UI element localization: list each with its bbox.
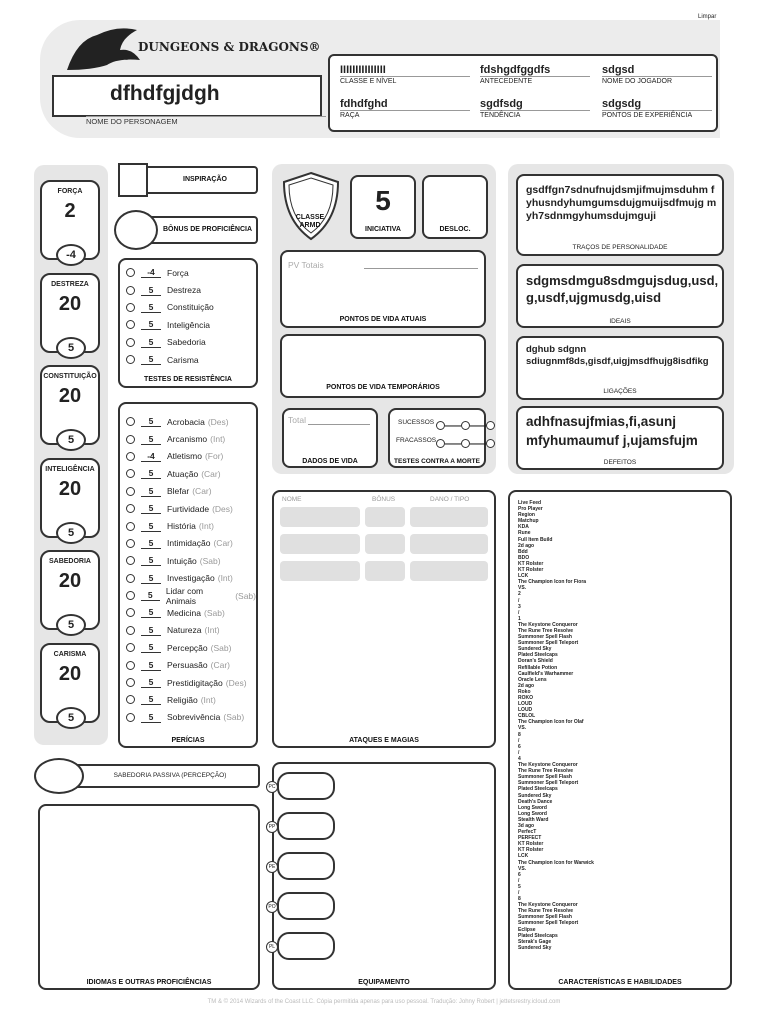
skill-value[interactable]: 5 [141, 468, 161, 479]
character-name-label: NOME DO PERSONAGEM [86, 116, 326, 126]
skill-value[interactable]: 5 [141, 573, 161, 584]
feature-line: The Rune Tree Resolve [518, 908, 574, 915]
skill-row [126, 448, 256, 465]
inspiration-label: INSPIRAÇÃO [183, 176, 227, 183]
skill-ability: (For) [204, 451, 224, 462]
feature-line: Plated Steelcaps [518, 932, 558, 939]
skill-name: Religião [167, 694, 198, 705]
skill-ability: (Sab) [199, 555, 221, 566]
ability-name: DESTREZA [51, 280, 89, 288]
skill-row [126, 535, 256, 552]
initiative-label: INICIATIVA [365, 226, 401, 233]
feature-line: KT Rolster [518, 847, 544, 854]
ability-modifier[interactable]: 5 [56, 522, 86, 544]
hit-dice-label: DADOS DE VIDA [302, 458, 358, 465]
feature-line: LOUD [518, 701, 533, 708]
clear-link[interactable]: Limpar [698, 14, 717, 20]
feature-line: / [518, 890, 520, 896]
ability-score[interactable]: 20 [58, 292, 82, 315]
skill-row [126, 622, 256, 639]
success-bubble-1[interactable] [436, 421, 445, 430]
proficiency-bubble[interactable] [126, 435, 135, 444]
coin-label: PO [266, 901, 278, 913]
coin-input-pl[interactable] [277, 932, 335, 960]
feature-line: ROKO [518, 695, 533, 701]
feature-line: KT Rolster [518, 567, 544, 574]
feature-line: Plated Steelcaps [518, 786, 558, 793]
attack-2-damage[interactable] [410, 534, 488, 554]
personality-label: TRAÇOS DE PERSONALIDADE [572, 244, 668, 251]
skill-row [126, 552, 256, 569]
feature-line: The Keystone Conqueror [518, 902, 578, 909]
skill-name: Lidar com Animais [165, 585, 204, 606]
feature-line: KT Rolster [518, 841, 544, 848]
skill-ability: (Int) [198, 521, 214, 532]
skill-ability: (Des) [212, 503, 233, 514]
feature-line: The Champion Icon for Warwick [518, 859, 594, 866]
feature-line: 2d ago [518, 682, 535, 689]
successes-label: SUCESSOS [398, 419, 435, 426]
features-title: CARACTERÍSTICAS E HABILIDADES [558, 979, 682, 986]
hit-dice-total-line[interactable] [308, 424, 370, 425]
feature-line: Long Sword [518, 810, 547, 817]
skill-value[interactable]: 5 [141, 590, 160, 601]
ability-box [40, 273, 100, 353]
skill-value[interactable]: 5 [141, 555, 161, 566]
inspiration-check[interactable] [118, 163, 148, 197]
proficiency-bubble[interactable] [126, 355, 135, 364]
feature-line: 2d ago [518, 542, 535, 549]
feature-line: Caulfield's Warhammer [518, 670, 574, 677]
armor-class-shield-icon[interactable] [280, 170, 342, 242]
success-bubble-2[interactable] [461, 421, 470, 430]
ability-name: CONSTITUIÇÃO [43, 373, 97, 380]
feature-line: Summoner Spell Teleport [518, 780, 579, 787]
feature-line: Matchup [518, 518, 539, 525]
ability-modifier[interactable]: 5 [56, 429, 86, 451]
feature-line: Oracle Lens [518, 676, 547, 683]
save-name: Força [167, 267, 189, 278]
feature-line: Rune [518, 530, 531, 537]
skill-name: Intuição [167, 555, 197, 566]
skills-title: PERÍCIAS [171, 737, 205, 744]
ability-score[interactable]: 20 [58, 385, 82, 407]
proficiency-bubble[interactable] [126, 338, 135, 347]
feature-line: Sundered Sky [518, 646, 552, 653]
feature-line: 6 [518, 743, 521, 750]
skill-value[interactable]: 5 [141, 642, 161, 653]
proficiency-label: BÔNUS DE PROFICIÊNCIA [162, 226, 253, 233]
skill-row [126, 570, 256, 587]
attack-2-bonus[interactable] [365, 534, 405, 554]
attack-1-name[interactable] [280, 507, 360, 527]
skill-value[interactable]: 5 [141, 712, 161, 723]
save-value[interactable]: 5 [141, 302, 161, 313]
feature-line: PerfecT [518, 829, 537, 836]
skill-ability: (Int) [200, 694, 216, 705]
save-row [126, 264, 256, 281]
feature-line: The Rune Tree Resolve [518, 627, 574, 634]
hp-current-label: PONTOS DE VIDA ATUAIS [339, 316, 427, 323]
skill-name: Prestidigitação [167, 677, 223, 688]
proficiency-bubble[interactable] [126, 695, 135, 704]
ability-name: INTELIGÊNCIA [45, 465, 95, 473]
skill-name: Percepção [167, 642, 208, 653]
footer-text: TM & © 2014 Wizards of the Coast LLC. Cópia permitida apenas para uso pessoal. Tradução: Johny Robert | jettetsrestry.icloud.com [207, 999, 561, 1005]
skill-name: Investigação [167, 573, 215, 584]
ability-box [40, 365, 100, 445]
feature-line: Full Item Build [518, 536, 553, 543]
feature-line: VS. [518, 725, 527, 732]
feature-line: BDO [518, 554, 530, 561]
skill-ability: (Int) [204, 625, 220, 636]
skill-ability: (Car) [210, 660, 230, 671]
skill-value[interactable]: 5 [141, 660, 161, 671]
alignment-label: TENDÊNCIA [480, 110, 590, 119]
skill-name: Sobrevivência [167, 712, 221, 723]
ability-score[interactable]: 20 [58, 662, 82, 685]
feature-line: / [518, 609, 520, 616]
feature-line: Live Feed [518, 500, 542, 506]
feature-line: 8 [518, 896, 521, 903]
skill-name: Atletismo [167, 451, 202, 462]
ability-name: SABEDORIA [48, 558, 91, 565]
feature-line: PERFECT [518, 835, 542, 842]
proficiency-bubble[interactable] [126, 504, 135, 513]
feature-line: 1 [518, 615, 521, 622]
proficiency-bubble[interactable] [126, 591, 135, 600]
skill-value[interactable]: 5 [141, 694, 161, 705]
skill-ability: (Sab) [235, 590, 256, 601]
skill-name: Arcanismo [167, 434, 208, 445]
proficiency-bubble[interactable] [126, 556, 135, 565]
feature-line: Sundered Sky [518, 944, 552, 951]
save-value[interactable]: 5 [141, 319, 161, 330]
attack-2-name[interactable] [280, 534, 360, 554]
feature-line: Death's Dance [518, 798, 553, 805]
coin-label: PE [266, 861, 278, 873]
personality-text[interactable]: gsdffgn7sdnufnujdsmjifmujmsduhm fyhusndyhumgumsdujgmuijsdfmujg myh7sdnmgyhumsdujmguji [526, 184, 717, 222]
feature-line: Doran's Shield [518, 658, 553, 665]
proficiency-bubble[interactable] [126, 678, 135, 687]
ability-modifier[interactable]: -4 [56, 244, 86, 266]
skill-value[interactable]: 5 [141, 607, 161, 618]
skill-row [126, 639, 256, 656]
skill-ability: (Sab) [223, 712, 245, 723]
skill-value[interactable]: 5 [141, 416, 161, 427]
ability-score[interactable]: 20 [58, 570, 82, 592]
skill-row [126, 674, 256, 691]
xp-label: PONTOS DE EXPERIÊNCIA [602, 110, 712, 119]
passive-input[interactable] [34, 758, 84, 794]
skill-ability: (Car) [213, 538, 233, 549]
failure-bubble-3[interactable] [486, 439, 495, 448]
alignment-value[interactable]: sgdfsdg [480, 98, 523, 110]
save-name: Carisma [167, 354, 199, 365]
save-name: Sabedoria [167, 337, 206, 348]
save-name: Inteligência [167, 319, 211, 330]
attack-1-bonus[interactable] [365, 507, 405, 527]
xp-value[interactable]: sdgsdg [602, 98, 642, 110]
skill-name: Intimidação [167, 538, 211, 549]
feature-line: Region [518, 512, 535, 519]
ability-box [40, 550, 100, 630]
ability-score[interactable]: 20 [58, 477, 82, 500]
proficiency-bubble[interactable] [126, 268, 135, 277]
hp-max-line[interactable] [364, 268, 478, 269]
ability-modifier[interactable]: 5 [56, 614, 86, 636]
dragon-logo-icon [62, 20, 142, 75]
languages-box[interactable] [38, 804, 260, 990]
skill-ability: (Int) [210, 434, 226, 445]
skill-row [126, 413, 256, 430]
attacks-col-damage: DANO / TIPO [430, 496, 470, 503]
skill-value[interactable]: 5 [141, 486, 161, 497]
skill-name: Acrobacia [167, 416, 205, 427]
proficiency-bubble[interactable] [126, 608, 135, 617]
attacks-col-name: NOME [282, 496, 302, 503]
feature-line: VS. [518, 585, 527, 592]
feature-line: 2 [518, 591, 521, 598]
feature-line: 3d ago [518, 822, 535, 829]
background-label: ANTECEDENTE [480, 76, 590, 85]
skill-ability: (Car) [192, 486, 212, 497]
skill-value[interactable]: 5 [141, 677, 161, 688]
proficiency-bubble[interactable] [126, 522, 135, 531]
skill-row [126, 587, 256, 604]
skill-value[interactable]: 5 [141, 503, 161, 514]
feature-line: / [518, 749, 520, 756]
race-label: RAÇA [340, 110, 470, 119]
feature-line: 6 [518, 871, 521, 878]
skill-ability: (Car) [201, 468, 221, 479]
feature-line: The Champion Icon for Olaf [518, 719, 584, 726]
feature-line: Summoner Spell Flash [518, 774, 572, 781]
feature-line: CBLOL [518, 713, 536, 720]
feature-line: Bdd [518, 548, 528, 555]
attacks-col-bonus: BÔNUS [372, 496, 396, 503]
skill-row [126, 691, 256, 708]
skill-row [126, 517, 256, 534]
flaws-text[interactable]: adhfnasujfmias,fi,asunj mfyhumaumuf j,ujamsfujm [526, 414, 698, 448]
logo-text: DUNGEONS & DRAGONS® [138, 40, 321, 54]
skill-ability: (Sab) [204, 607, 225, 618]
hit-dice-total-label: Total [288, 415, 306, 425]
proficiency-bubble[interactable] [126, 539, 135, 548]
feature-line: Summoner Spell Teleport [518, 640, 579, 647]
feature-line: LCK [518, 573, 529, 580]
attack-3-bonus[interactable] [365, 561, 405, 581]
coin-input-pc[interactable] [277, 772, 335, 800]
proficiency-bubble[interactable] [126, 487, 135, 496]
skill-name: Medicina [167, 607, 202, 618]
skill-row [126, 500, 256, 517]
skill-row [126, 430, 256, 447]
feature-line: VS. [518, 865, 527, 872]
coin-input-po[interactable] [277, 892, 335, 920]
skill-value[interactable]: 5 [141, 434, 161, 445]
skill-ability: (Int) [217, 573, 233, 584]
skill-value[interactable]: -4 [141, 451, 161, 462]
save-row [126, 316, 256, 333]
skill-row [126, 709, 256, 726]
coin-label: PL [266, 941, 278, 953]
proficiency-bubble[interactable] [126, 320, 135, 329]
passive-label: SABEDORIA PASSIVA (PERCEPÇÃO) [113, 772, 227, 779]
skill-ability: (Des) [207, 416, 229, 427]
bonds-label: LIGAÇÕES [603, 388, 637, 395]
skill-value[interactable]: 5 [141, 521, 161, 532]
failure-bubble-1[interactable] [436, 439, 445, 448]
feature-line: Roko [518, 688, 531, 695]
coin-input-pp[interactable] [277, 812, 335, 840]
feature-line: Eclipse [518, 926, 536, 933]
death-saves-label: TESTES CONTRA A MORTE [394, 458, 480, 465]
skill-row [126, 465, 256, 482]
save-row [126, 334, 256, 351]
attack-3-damage[interactable] [410, 561, 488, 581]
flaws-label: DEFEITOS [603, 459, 637, 466]
feature-line: 8 [518, 731, 521, 738]
player-value[interactable]: sdgsd [602, 64, 635, 76]
player-label: NOME DO JOGADOR [602, 76, 712, 85]
bonds-text[interactable]: dghub sdgnn sdiugnmf8ds,gisdf,uigjmsdfhujg8isdfikg [526, 344, 709, 367]
skill-row [126, 483, 256, 500]
ability-box [40, 180, 100, 260]
proficiency-bubble[interactable] [126, 469, 135, 478]
save-value[interactable]: 5 [141, 285, 161, 296]
ability-name: CARISMA [53, 650, 87, 658]
feature-line: 3 [518, 603, 521, 610]
feature-line: Plated Steelcaps [518, 652, 558, 659]
feature-line: The Rune Tree Resolve [518, 768, 574, 775]
skill-ability: (Des) [225, 677, 247, 688]
feature-line: Summoner Spell Flash [518, 914, 572, 921]
attacks-panel [272, 490, 496, 748]
ideals-label: IDEAIS [609, 318, 631, 325]
ideals-text[interactable]: sdgmsdmgu8sdmgujsdug,usd,g,usdf,ujgmusdg,uisd [526, 273, 719, 305]
proficiency-bubble[interactable] [126, 713, 135, 722]
armor-class-label: CLASSE ARMD [295, 214, 325, 229]
feature-line: / [518, 877, 520, 884]
ability-box [40, 458, 100, 538]
hp-temp-label: PONTOS DE VIDA TEMPORÁRIOS [326, 384, 440, 391]
feature-line: 4 [518, 755, 521, 762]
skill-value[interactable]: 5 [141, 625, 161, 636]
attacks-title: ATAQUES E MAGIAS [349, 737, 419, 744]
feature-line: Sundered Sky [518, 792, 552, 799]
proficiency-bubble[interactable] [126, 286, 135, 295]
failure-bubble-2[interactable] [461, 439, 470, 448]
proficiency-bubble[interactable] [126, 417, 135, 426]
feature-line: Stealth Ward [518, 816, 549, 823]
save-row [126, 351, 256, 368]
feature-line: Long Sword [518, 804, 547, 811]
feature-line: Pro Player [518, 506, 543, 513]
success-bubble-3[interactable] [486, 421, 495, 430]
initiative-value[interactable]: 5 [375, 185, 391, 216]
class-level-value[interactable]: IIIIIIIIIIIIIII [340, 64, 386, 76]
skill-name: História [167, 521, 196, 532]
skill-name: Furtividade [167, 503, 210, 514]
feature-line: LOUD [518, 707, 533, 714]
proficiency-bubble[interactable] [126, 626, 135, 635]
proficiency-bubble[interactable] [126, 661, 135, 670]
attack-1-damage[interactable] [410, 507, 488, 527]
attack-3-name[interactable] [280, 561, 360, 581]
proficiency-bubble[interactable] [126, 643, 135, 652]
feature-line: 5 [518, 883, 521, 890]
save-value[interactable]: 5 [141, 354, 161, 365]
save-value[interactable]: 5 [141, 337, 161, 348]
skill-name: Persuasão [167, 660, 208, 671]
languages-label: IDIOMAS E OUTRAS PROFICIÊNCIAS [86, 979, 212, 986]
feature-line: Summoner Spell Teleport [518, 920, 579, 927]
skill-name: Atuação [167, 468, 199, 479]
feature-line: Sterak's Gage [518, 938, 552, 945]
coin-label: PP [266, 821, 278, 833]
hp-max-label: PV Totais [288, 260, 324, 270]
save-value[interactable]: -4 [141, 267, 161, 278]
save-row [126, 281, 256, 298]
proficiency-bubble[interactable] [126, 303, 135, 312]
feature-line: The Champion Icon for Fiora [518, 579, 587, 586]
feature-line: Summoner Spell Flash [518, 634, 572, 641]
feature-line: The Keystone Conqueror [518, 621, 578, 628]
feature-line: LCK [518, 853, 529, 860]
proficiency-input[interactable] [114, 210, 158, 250]
feature-line: The Keystone Conqueror [518, 762, 578, 769]
ability-name: FORÇA [57, 188, 83, 195]
coin-input-pe[interactable] [277, 852, 335, 880]
feature-line: KT Rolster [518, 560, 544, 567]
skill-value[interactable]: 5 [141, 538, 161, 549]
proficiency-bubble[interactable] [126, 574, 135, 583]
feature-line: KDA [518, 524, 529, 531]
feature-line: / [518, 597, 520, 604]
skill-name: Blefar [167, 486, 190, 497]
feature-line: Refillable Potion [518, 664, 558, 671]
background-value[interactable]: fdshgdfggdfs [480, 64, 551, 76]
ability-modifier[interactable]: 5 [56, 337, 86, 359]
ability-modifier[interactable]: 5 [56, 707, 86, 729]
save-name: Constituição [167, 302, 214, 313]
proficiency-bubble[interactable] [126, 452, 135, 461]
failures-label: FRACASSOS [396, 437, 437, 444]
ability-score[interactable]: 2 [64, 200, 76, 222]
save-row [126, 299, 256, 316]
skill-name: Natureza [167, 625, 202, 636]
class-level-label: CLASSE E NÍVEL [340, 76, 470, 85]
skill-row [126, 656, 256, 673]
skill-row [126, 604, 256, 621]
saves-title: TESTES DE RESISTÊNCIA [144, 376, 232, 383]
ability-box [40, 643, 100, 723]
character-name[interactable]: dfhdfgjdgh [110, 82, 220, 105]
skill-ability: (Sab) [210, 642, 232, 653]
race-value[interactable]: fdhdfghd [340, 98, 388, 110]
coin-label: PC [266, 781, 278, 793]
speed-label: DESLOC. [439, 226, 471, 233]
equipment-title: EQUIPAMENTO [358, 979, 410, 986]
feature-line: / [518, 737, 520, 744]
save-name: Destreza [167, 285, 202, 296]
